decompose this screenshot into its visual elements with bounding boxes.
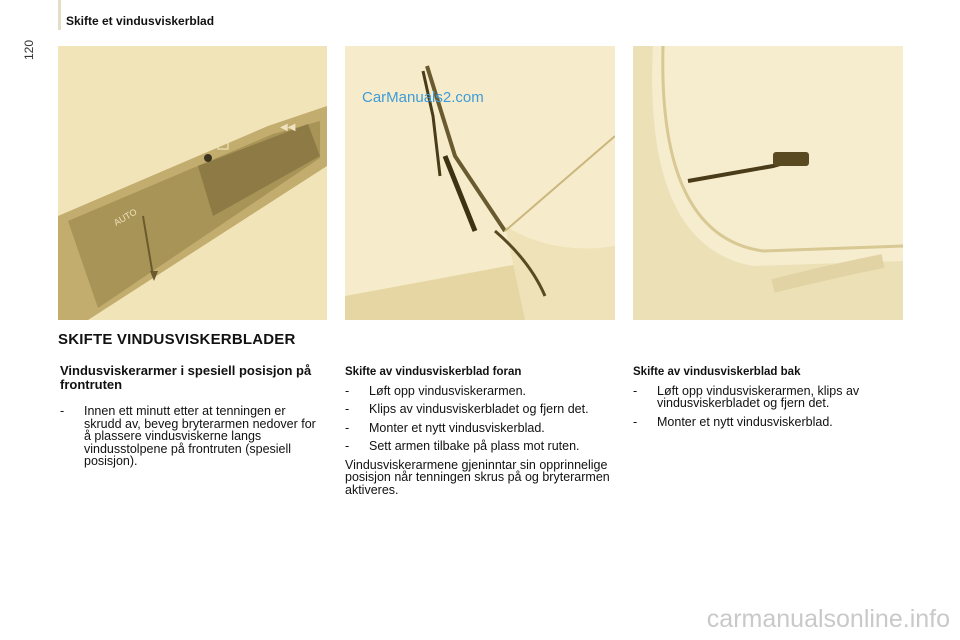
list-dash: - [60, 404, 65, 418]
list-item-text: Klips av vindusviskerbladet og fjern det. [369, 402, 589, 416]
section-title: SKIFTE VINDUSVISKERBLADER [58, 331, 296, 348]
list-item-text: Sett armen tilbake på plass mot ruten. [369, 439, 580, 453]
list-dash: - [345, 383, 350, 398]
front-wiper-column [345, 366, 620, 496]
list-dash: - [345, 402, 350, 416]
list-dash: - [633, 414, 638, 429]
list-item-text: Løft opp vindusviskerarmen. [369, 383, 527, 398]
wiper-stalk-photo [58, 46, 327, 320]
front-wiper-photo [345, 46, 615, 320]
watermark-text: CarManuals2.com [362, 89, 484, 106]
list-item-text: Innen ett minutt etter at tenningen er skrudd av, beveg bryterarmen nedover for å plassere vindusviskerne langs vindusstolpene på frontruten (spesiell posisjon). [84, 404, 316, 468]
list-item [60, 405, 320, 468]
list-item-text: Monter et nytt vindusviskerblad. [657, 414, 833, 429]
rear-wiper-heading: Skifte av vindusviskerblad bak [633, 366, 801, 378]
special-position-column [60, 405, 320, 474]
list-item [345, 422, 620, 435]
rear-wiper-column [633, 366, 908, 434]
list-item [633, 385, 908, 410]
list-item [345, 440, 620, 453]
header-bar [58, 0, 61, 30]
list-dash: - [345, 439, 350, 453]
list-dash: - [345, 420, 350, 435]
footer-watermark: carmanualsonline.info [706, 605, 950, 633]
rear-wiper-photo [633, 46, 903, 320]
list-item [633, 416, 908, 429]
list-dash: - [633, 383, 638, 398]
list-item [345, 385, 620, 398]
page-number: 120 [22, 39, 36, 60]
list-item-text: Monter et nytt vindusviskerblad. [369, 420, 545, 435]
svg-text:◀◀: ◀◀ [280, 122, 296, 133]
special-position-heading: Vindusviskerarmer i spesiell posisjon på frontruten [60, 363, 312, 392]
list-item [345, 403, 620, 416]
page-header-title: Skifte et vindusviskerblad [66, 14, 215, 28]
stalk-auto-label: AUTO [112, 206, 139, 228]
list-item-text: Løft opp vindusviskerarmen, klips av vindusviskerbladet og fjern det. [657, 383, 860, 410]
front-wiper-note: Vindusviskerarmene gjeninntar sin opprinnelige posisjon når tenningen skrus på og bryterarmen aktiveres. [345, 457, 610, 497]
front-wiper-heading: Skifte av vindusviskerblad foran [345, 366, 522, 378]
